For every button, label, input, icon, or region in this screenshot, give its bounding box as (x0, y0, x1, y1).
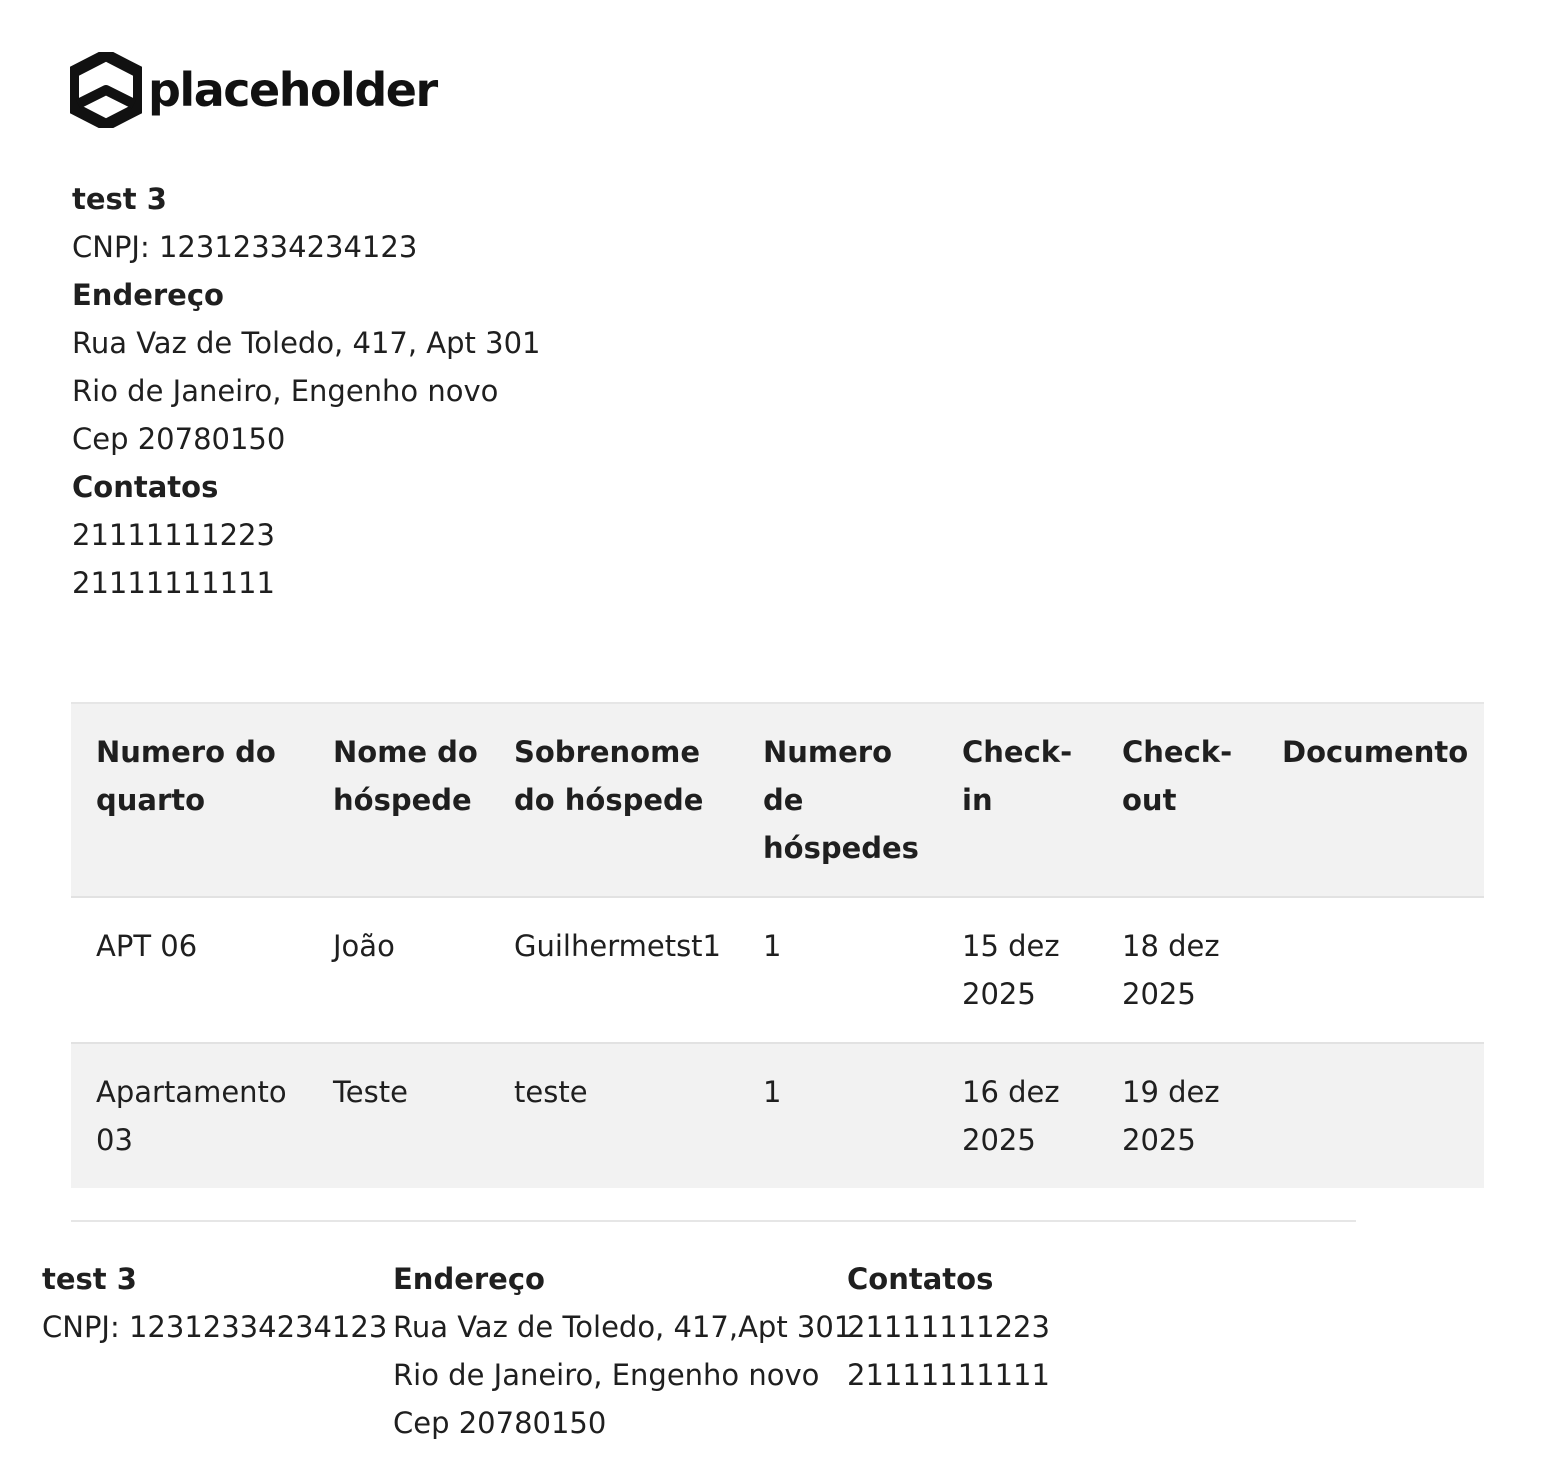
cell-guest-surname: Guilhermetst1 (514, 929, 721, 963)
cell-check-in: 16 dez 2025 (962, 1075, 1060, 1157)
footer-company-name: test 3 (42, 1262, 137, 1296)
footer-address-line-2: Rio de Janeiro, Engenho novo (393, 1358, 820, 1392)
cell-check-in: 15 dez 2025 (962, 929, 1060, 1011)
footer-contacts (847, 1255, 1050, 1399)
footer-cnpj: CNPJ: 12312334234123 (42, 1310, 388, 1344)
address-heading: Endereço (72, 278, 224, 312)
contact-2: 21111111111 (72, 566, 275, 600)
company-cnpj: CNPJ: 12312334234123 (72, 230, 418, 264)
placeholder-logo-icon (70, 52, 142, 128)
header-document: Documento (1282, 735, 1469, 769)
table-row (71, 1043, 1484, 1188)
cell-guest-name: João (333, 929, 395, 963)
table-row (71, 897, 1484, 1043)
address-line-3: Cep 20780150 (72, 422, 286, 456)
cell-room-number: Apartamento 03 (96, 1075, 287, 1157)
footer (42, 1255, 1142, 1455)
logo-text: placeholder (148, 63, 437, 117)
footer-contact-1: 21111111223 (847, 1310, 1050, 1344)
footer-address (393, 1255, 852, 1447)
header-guest-surname: Sobrenome do hóspede (514, 735, 704, 817)
guests-table (71, 702, 1484, 1188)
header-guest-name: Nome do hóspede (333, 735, 478, 817)
cell-room-number: APT 06 (96, 929, 198, 963)
cell-guest-name: Teste (333, 1075, 408, 1109)
footer-address-line-1: Rua Vaz de Toledo, 417,Apt 301 (393, 1310, 853, 1344)
footer-contact-2: 21111111111 (847, 1358, 1050, 1392)
cell-check-out: 19 dez 2025 (1122, 1075, 1220, 1157)
cell-document (1257, 897, 1484, 1043)
cell-guest-count: 1 (763, 1075, 782, 1109)
footer-address-heading: Endereço (393, 1262, 545, 1296)
contacts-heading: Contatos (72, 470, 219, 504)
address-line-1: Rua Vaz de Toledo, 417, Apt 301 (72, 326, 541, 360)
logo (70, 52, 437, 128)
contact-1: 21111111223 (72, 518, 275, 552)
cell-guest-surname: teste (514, 1075, 588, 1109)
footer-company (42, 1255, 387, 1351)
cell-check-out: 18 dez 2025 (1122, 929, 1220, 1011)
company-name: test 3 (72, 182, 167, 216)
cell-document (1257, 1043, 1484, 1188)
footer-address-line-3: Cep 20780150 (393, 1406, 607, 1440)
address-line-2: Rio de Janeiro, Engenho novo (72, 374, 499, 408)
header-room-number: Numero do quarto (96, 735, 276, 817)
header-check-out: Check-out (1122, 735, 1233, 817)
cell-guest-count: 1 (763, 929, 782, 963)
table-header-row (71, 703, 1484, 897)
company-info (72, 175, 872, 607)
header-check-in: Check-in (962, 735, 1073, 817)
footer-contacts-heading: Contatos (847, 1262, 994, 1296)
footer-divider (71, 1220, 1356, 1222)
header-guest-count: Numero de hóspedes (763, 735, 919, 865)
